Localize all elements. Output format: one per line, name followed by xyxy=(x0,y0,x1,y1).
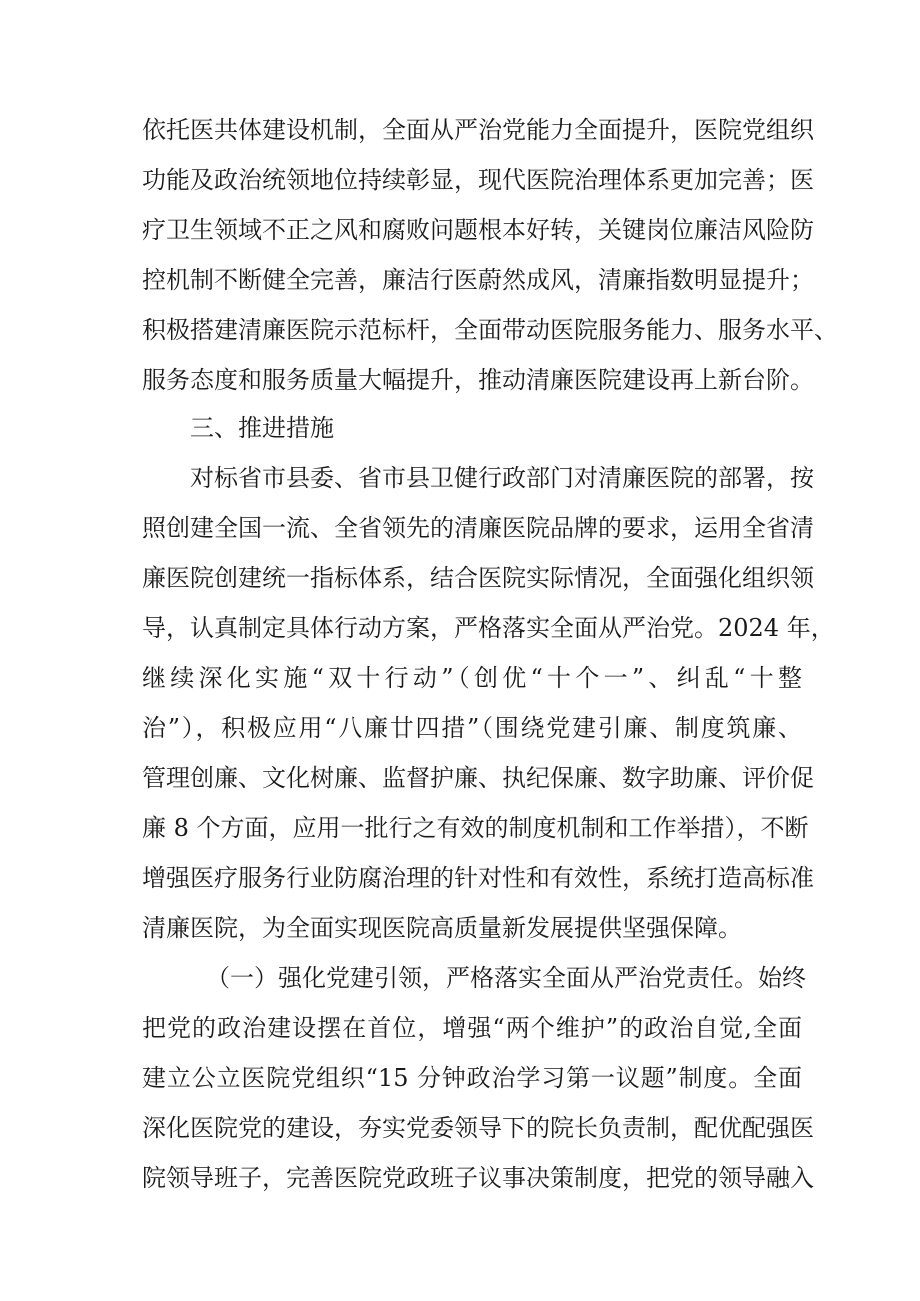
paragraph-2-line-2: 照创建全国一流、全省领先的清廉医院品牌的要求，运用全省清 xyxy=(142,514,814,542)
paragraph-1-line-5: 积极搭建清廉医院示范标杆，全面带动医院服务能力、服务水平、 xyxy=(142,316,838,344)
paragraph-2-line-7: 管理创廉、文化树廉、监督护廉、执纪保廉、数字助廉、评价促 xyxy=(142,764,814,792)
paragraph-2-line-10: 清廉医院，为全面实现医院高质量新发展提供坚强保障。 xyxy=(142,914,742,942)
paragraph-3-line-1: （一）强化党建引领，严格落实全面从严治党责任。始终 xyxy=(206,964,806,992)
paragraph-2-line-8: 廉 8 个方面，应用一批行之有效的制度机制和工作举措），不断 xyxy=(142,814,809,842)
paragraph-3-line-3: 建立公立医院党组织“15 分钟政治学习第一议题”制度。全面 xyxy=(142,1064,802,1092)
paragraph-1-line-1: 依托医共体建设机制，全面从严治党能力全面提升，医院党组织 xyxy=(142,116,814,144)
paragraph-2-line-5: 继续深化实施“双十行动”（创优“十个一”、纠乱“十整 xyxy=(142,664,802,692)
paragraph-2-line-4: 导，认真制定具体行动方案，严格落实全面从严治党。2024 年， xyxy=(142,614,835,642)
section-heading: 三、推进措施 xyxy=(190,414,334,442)
paragraph-3-line-2: 把党的政治建设摆在首位，增强“两个维护”的政治自觉,全面 xyxy=(142,1014,802,1042)
paragraph-1-line-6: 服务态度和服务质量大幅提升，推动清廉医院建设再上新台阶。 xyxy=(142,366,814,394)
paragraph-1-line-4: 控机制不断健全完善，廉洁行医蔚然成风，清廉指数明显提升； xyxy=(142,266,814,294)
paragraph-1-line-3: 疗卫生领域不正之风和腐败问题根本好转，关键岗位廉洁风险防 xyxy=(142,216,814,244)
paragraph-1-line-2: 功能及政治统领地位持续彰显，现代医院治理体系更加完善；医 xyxy=(142,166,814,194)
paragraph-2-line-1: 对标省市县委、省市县卫健行政部门对清廉医院的部署，按 xyxy=(190,464,814,492)
paragraph-2-line-3: 廉医院创建统一指标体系，结合医院实际情况，全面强化组织领 xyxy=(142,564,814,592)
paragraph-2-line-9: 增强医疗服务行业防腐治理的针对性和有效性，系统打造高标准 xyxy=(142,864,814,892)
paragraph-3-line-5: 院领导班子，完善医院党政班子议事决策制度，把党的领导融入 xyxy=(142,1164,814,1192)
paragraph-2-line-6: 治”），积极应用“八廉廿四措”（围绕党建引廉、制度筑廉、 xyxy=(142,714,802,742)
paragraph-3-line-4: 深化医院党的建设，夯实党委领导下的院长负责制，配优配强医 xyxy=(142,1114,814,1142)
